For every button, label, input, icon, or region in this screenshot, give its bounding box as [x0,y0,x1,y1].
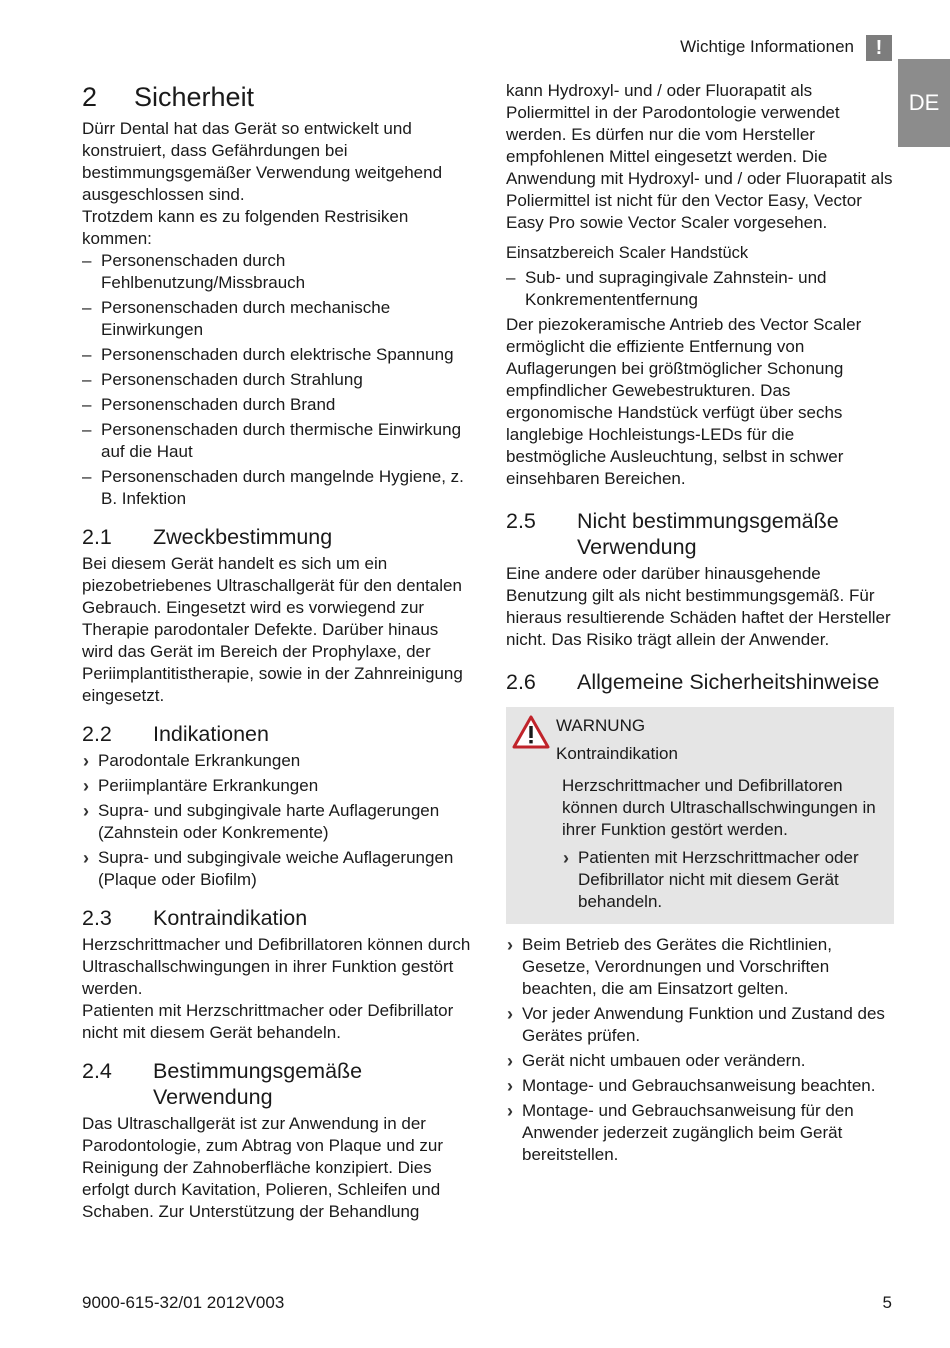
intro-paragraph-2: Trotzdem kann es zu folgenden Restrisiken kommen: [82,207,409,248]
section-number: 2.5 [506,509,536,533]
list-item: – Sub- und supragingivale Zahnstein- und Konkremententfernung [506,267,894,311]
scaler-subheading: Einsatzbereich Scaler Handstück [506,244,749,262]
intended-use-paragraph: Das Ultraschallgerät ist zur Anwendung in der Parodontologie, zum Abtrag von Plaque und zur Reinigung der Zahnoberfläche konzipiert. Dies erfolgt durch Kavitation, Polieren, Schleifen und Schaben. Zur Unterstützung der Behandlung [82,1114,444,1221]
warning-text: Herzschrittmacher und Defibrillatoren können durch Ultraschallschwingungen in ihrer Funktion gestört werden. [562,776,876,839]
section-2-6-heading [506,669,894,695]
section-title: Zweckbestimmung [153,525,333,549]
indications-list [82,750,472,891]
language-tab: DE [898,59,950,147]
purpose-paragraph: Bei diesem Gerät handelt es sich um ein piezobetriebenes Ultraschallgerät für den dentalen Gebrauch. Eingesetzt wird es vorwiegend zur Therapie parodontaler Defekte. Darüber hinaus wird das Gerät im Bereich der Prophylaxe, der Periimplantitistherapie, sowie in der Zahnreinigung eingesetzt. [82,554,463,705]
section-title: Allgemeine Sicherheitshinweise [577,670,880,694]
section-2-3-heading [82,905,472,931]
important-info-icon: ! [866,35,892,61]
continued-paragraph: kann Hydroxyl- und / oder Fluorapatit als Poliermittel in der Parodontologie verwendet werden. Es dürfen nur die vom Hersteller empfohlenen Mittel eingesetzt werden. Die Anwendung mit Hydroxyl- und / oder Fluorapatit als Poliermittel ist nicht für den Vector Easy, Vector Easy Pro sowie Vector Scaler vorgesehen. [506,81,893,232]
safety-list [506,934,894,1166]
list-item: – Personenschaden durch mechanische Einwirkungen [82,297,472,341]
warning-triangle-icon [512,715,550,754]
scaler-paragraph: Der piezokeramische Antrieb des Vector Scaler ermöglicht die effiziente Entfernung von Auflagerungen bei größtmöglicher Schonung empfindlicher Gewebestrukturen. Das ergonomische Handstück verfügt über sechs langlebige Hochleistungs-LEDs für die bestmögliche Ausleuchtung, selbst in schwer einsehbaren Bereichen. [506,315,862,488]
section-title: Indikationen [153,722,269,746]
list-item: › Montage- und Gebrauchsanweisung für den Anwender jederzeit zugänglich beim Gerät bereitstellen. [506,1100,894,1166]
section-2-2-heading [82,721,472,747]
section-number: 2.3 [82,906,112,930]
list-item: – Personenschaden durch thermische Einwirkung auf die Haut [82,419,472,463]
misuse-paragraph: Eine andere oder darüber hinausgehende Benutzung gilt als nicht bestimmungsgemäß. Für hieraus resultierende Schäden haftet der Hersteller nicht. Das Risiko trägt allein der Anwender. [506,564,891,649]
contraindication-paragraph: Herzschrittmacher und Defibrillatoren können durch Ultraschallschwingungen in ihrer Funktion gestört werden. [82,935,471,998]
list-item: › Gerät nicht umbauen oder verändern. [506,1050,894,1072]
list-item: › Beim Betrieb des Gerätes die Richtlinien, Gesetze, Verordnungen und Vorschriften beachten, die am Einsatzort gelten. [506,934,894,1000]
warning-title: WARNUNG [556,716,646,735]
list-item: › Montage- und Gebrauchsanweisung beachten. [506,1075,894,1097]
section-number: 2 [82,82,98,112]
list-item: › Periimplantäre Erkrankungen [82,775,472,797]
warning-list [562,847,882,913]
risk-list [82,250,472,510]
section-2-4-heading [82,1058,472,1110]
section-title: Sicherheit [134,82,255,112]
scaler-list [506,267,894,311]
list-item: › Patienten mit Herzschrittmacher oder Defibrillator nicht mit diesem Gerät behandeln. [562,847,882,913]
list-item: – Personenschaden durch elektrische Spannung [82,344,472,366]
list-item: – Personenschaden durch mangelnde Hygiene, z. B. Infektion [82,466,472,510]
warning-body [562,775,882,913]
document-id: 9000-615-32/01 2012V003 [82,1293,285,1312]
section-title: Nicht bestimmungsgemäße Verwendung [577,509,839,559]
section-number: 2.4 [82,1059,112,1083]
running-header: Wichtige Informationen [680,37,854,56]
section-number: 2.1 [82,525,112,549]
section-title: Kontraindikation [153,906,308,930]
section-2-5-heading [506,508,894,560]
list-item: – Personenschaden durch Brand [82,394,472,416]
list-item: – Personenschaden durch Fehlbenutzung/Missbrauch [82,250,472,294]
list-item: › Vor jeder Anwendung Funktion und Zustand des Gerätes prüfen. [506,1003,894,1047]
page-number: 5 [882,1293,892,1312]
left-column [82,80,472,1223]
section-title: Bestimmungsgemäße Verwendung [153,1059,363,1109]
section-2-1-heading [82,524,472,550]
list-item: › Supra- und subgingivale weiche Auflagerungen (Plaque oder Biofilm) [82,847,472,891]
warning-box [506,707,894,924]
section-number: 2.6 [506,670,536,694]
section-number: 2.2 [82,722,112,746]
intro-paragraph: Dürr Dental hat das Gerät so entwickelt und konstruiert, dass Gefährdungen bei bestimmungsgemäßer Verwendung weitgehend ausgeschlossen sind. [82,119,443,204]
right-column [506,80,894,1169]
contraindication-paragraph-2: Patienten mit Herzschrittmacher oder Defibrillator nicht mit diesem Gerät behandeln. [82,1001,454,1042]
list-item: › Parodontale Erkrankungen [82,750,472,772]
warning-subtitle: Kontraindikation [556,744,678,763]
list-item: – Personenschaden durch Strahlung [82,369,472,391]
list-item: › Supra- und subgingivale harte Auflagerungen (Zahnstein oder Konkremente) [82,800,472,844]
section-2-heading [82,80,472,114]
